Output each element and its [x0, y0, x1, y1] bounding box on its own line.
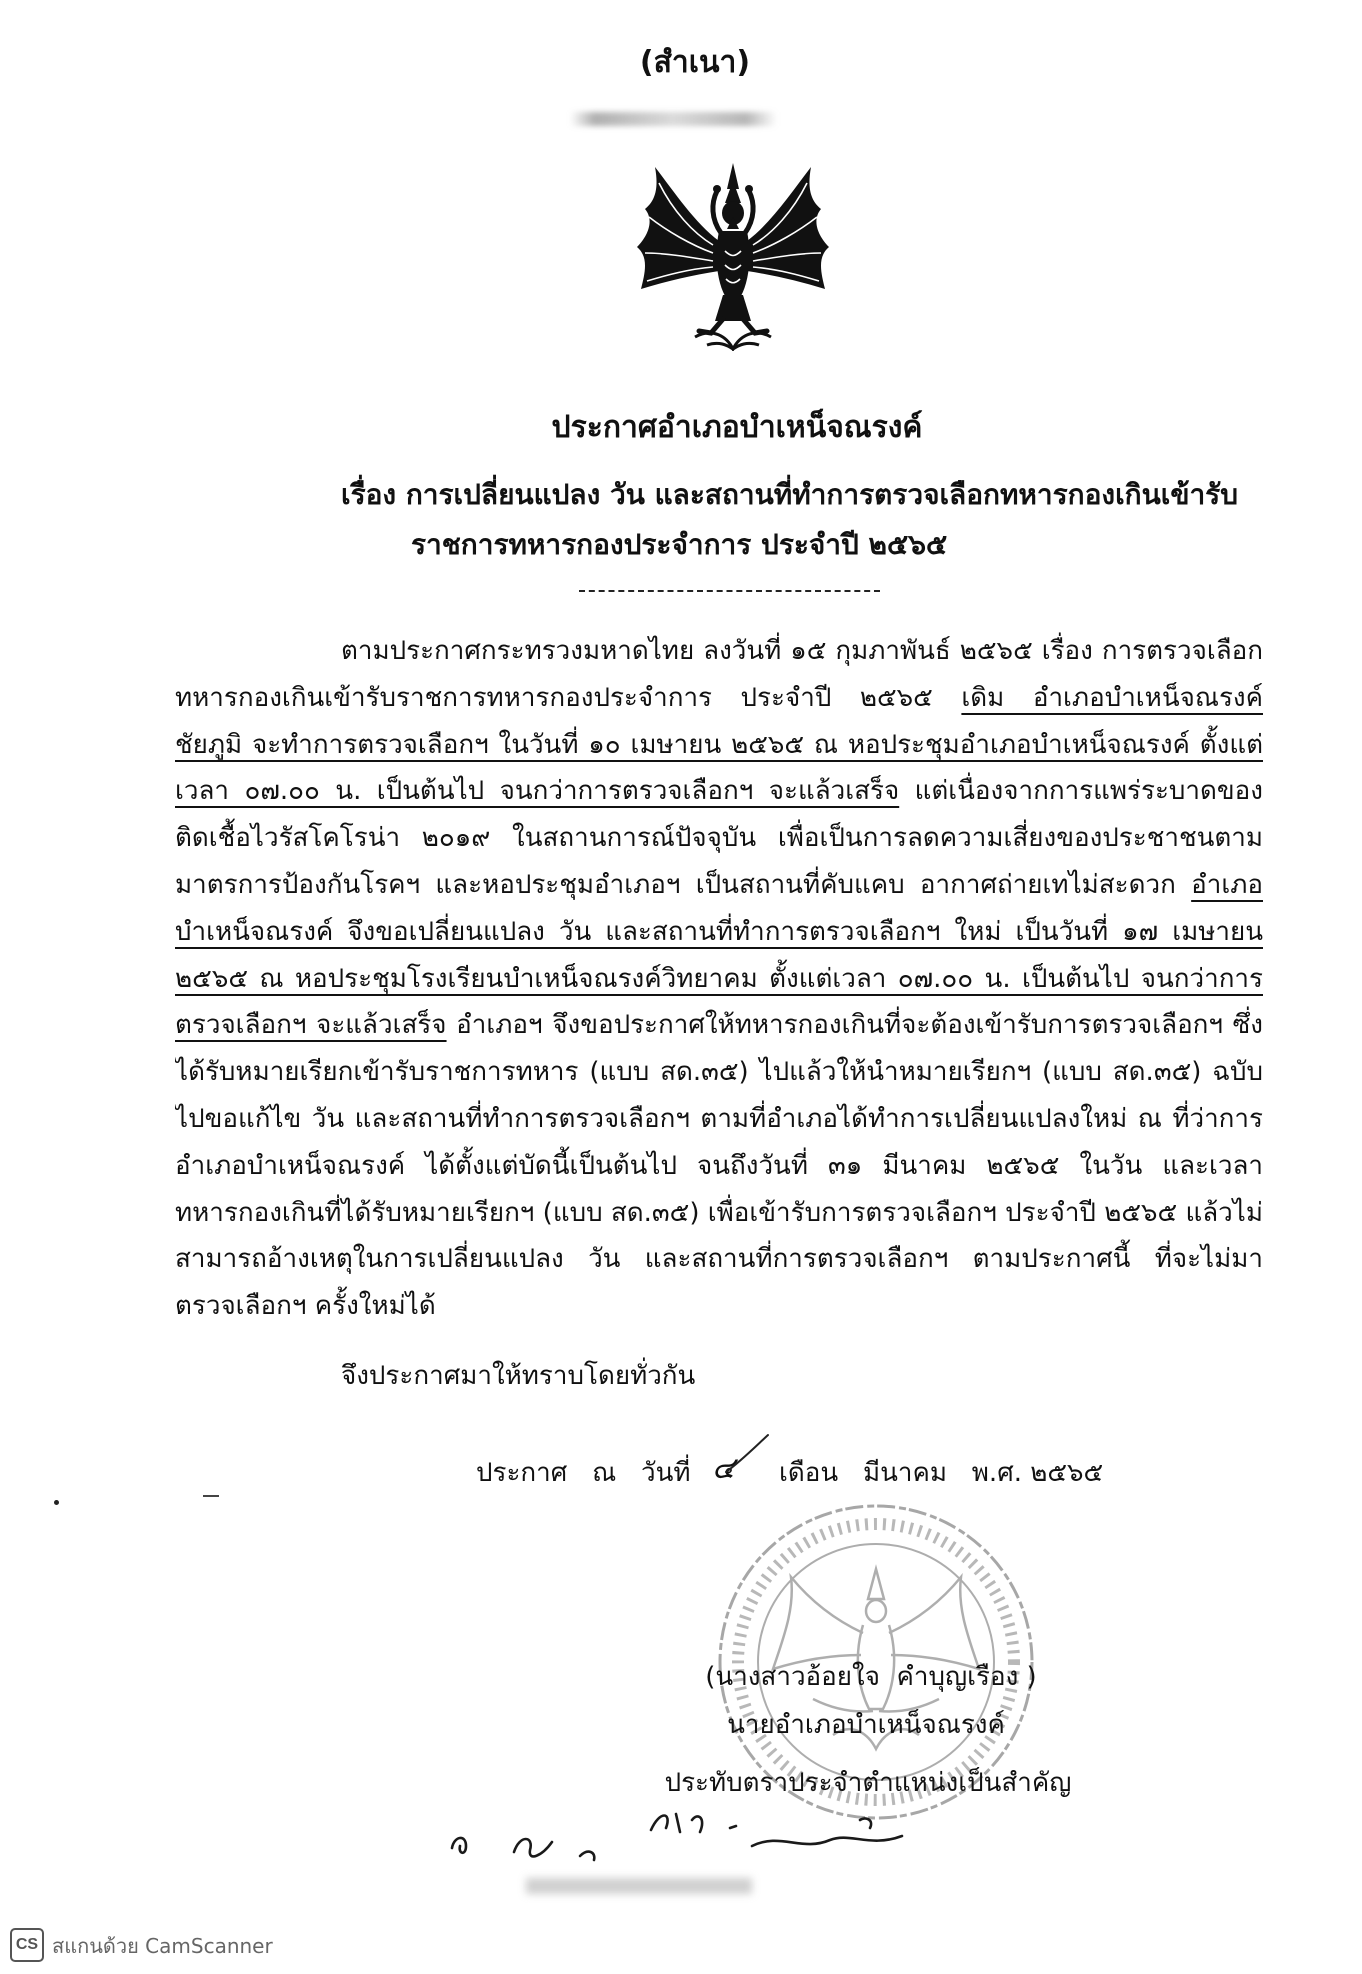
body-line [175, 1002, 1263, 1049]
signatory-position: นายอำเภอบำเหน็จณรงค์ [727, 1710, 1005, 1740]
body-line [175, 1283, 1263, 1330]
subject-line: ราชการทหารกองประจำการ ประจำปี ๒๕๖๕ [411, 528, 948, 561]
body-line [175, 862, 1263, 909]
body-line [175, 815, 1263, 862]
subject-line: เรื่อง การเปลี่ยนแปลง วัน และสถานที่ทำการตรวจเลือกทหารกองเกินเข้ารับ [341, 478, 1238, 511]
body-line [175, 1049, 1263, 1096]
seal-note: ประทับตราประจำตำแหน่งเป็นสำคัญ [664, 1768, 1072, 1798]
underlined-text: เดิม อำเภอบำเหน็จณรงค์ [961, 682, 1263, 713]
underlined-text: ชัยภูมิ จะทำการตรวจเลือกฯ ในวันที่ ๑๐ เมษายน ๒๕๖๕ ณ หอประชุมอำเภอบำเหน็จณรงค์ ตั้งแต่ [175, 729, 1263, 760]
body-text: แต่เนื่องจากการแพร่ระบาดของ [914, 776, 1263, 807]
signatory-name: (นางสาวอ้อยใจ คำบุญเรือง ) [705, 1662, 1037, 1692]
body-text: ได้รับหมายเรียกเข้ารับราชการทหาร (แบบ สด.๓๕) ไปแล้วให้นำหมายเรียกฯ (แบบ สด.๓๕) ฉบับ [175, 1057, 1263, 1088]
body-text: ทหารกองเกินที่ได้รับหมายเรียกฯ (แบบ สด.๓๕) เพื่อเข้ารับการตรวจเลือกฯ ประจำปี ๒๕๖๕ แล้วไม่ [175, 1197, 1263, 1228]
underlined-text: ตรวจเลือกฯ จะแล้วเสร็จ [175, 1010, 447, 1041]
body-line [175, 909, 1263, 956]
body-line [175, 722, 1263, 769]
body-text: ตรวจเลือกฯ ครั้งใหม่ได้ [175, 1291, 436, 1322]
body-line [175, 1096, 1263, 1143]
body-text: ติดเชื้อไวรัสโคโรน่า ๒๐๑๙ ในสถานการณ์ปัจจุบัน เพื่อเป็นการลดความเสี่ยงของประชาชนตาม [175, 823, 1263, 854]
underlined-text: บำเหน็จณรงค์ จึงขอเปลี่ยนแปลง วัน และสถานที่ทำการตรวจเลือกฯ ใหม่ เป็นวันที่ ๑๗ เมษายน [175, 916, 1263, 947]
garuda-emblem-icon [633, 161, 833, 351]
scan-speck [54, 1500, 59, 1505]
date-suffix: เดือน มีนาคม พ.ศ. ๒๕๖๕ [779, 1458, 1104, 1488]
handwritten-signature-icon [430, 1790, 940, 1880]
copy-label: (สำเนา) [639, 45, 751, 80]
body-text: ทหารกองเกินเข้ารับราชการทหารกองประจำการ ประจำปี ๒๕๖๕ [175, 682, 962, 713]
faded-mark [570, 112, 777, 126]
announcement-title: ประกาศอำเภอบำเหน็จณรงค์ [551, 410, 923, 445]
body-line [175, 956, 1263, 1003]
body-text: สามารถอ้างเหตุในการเปลี่ยนแปลง วัน และสถานที่การตรวจเลือกฯ ตามประกาศนี้ ที่จะไม่มา [175, 1244, 1263, 1275]
handwritten-tick-icon [722, 1432, 772, 1476]
body-text: อำเภอฯ จึงขอประกาศให้ทหารกองเกินที่จะต้องเข้ารับการตรวจเลือกฯ ซึ่ง [446, 1010, 1263, 1041]
body-line [175, 628, 1263, 675]
date-prefix: ประกาศ ณ วันที่ [476, 1458, 691, 1488]
underlined-text: อำเภอ [1191, 869, 1263, 900]
body-text: ตามประกาศกระทรวงมหาดไทย ลงวันที่ ๑๕ กุมภาพันธ์ ๒๕๖๕ เรื่อง การตรวจเลือก [341, 636, 1263, 666]
scan-speck [203, 1495, 219, 1497]
faded-mark [526, 1878, 752, 1894]
body-line [175, 675, 1263, 722]
body-text: อำเภอบำเหน็จณรงค์ ได้ตั้งแต่บัดนี้เป็นต้นไป จนถึงวันที่ ๓๑ มีนาคม ๒๕๖๕ ในวัน และเวลา [175, 1150, 1263, 1181]
underlined-text: เวลา ๐๗.๐๐ น. เป็นต้นไป จนกว่าการตรวจเลือกฯ จะแล้วเสร็จ [175, 776, 900, 807]
body-line [175, 1236, 1263, 1283]
body-text: มาตรการป้องกันโรคฯ และหอประชุมอำเภอฯ เป็นสถานที่คับแคบ อากาศถ่ายเทไม่สะดวก [175, 869, 1192, 900]
scanner-label: สแกนด้วย CamScanner [52, 1934, 273, 1958]
underlined-text: ๒๕๖๕ ณ หอประชุมโรงเรียนบำเหน็จณรงค์วิทยาคม ตั้งแต่เวลา ๐๗.๐๐ น. เป็นต้นไป จนกว่าการ [175, 963, 1263, 994]
body-text: ไปขอแก้ไข วัน และสถานที่ทำการตรวจเลือกฯ ตามที่อำเภอได้ทำการเปลี่ยนแปลงใหม่ ณ ที่ว่าการ [175, 1103, 1263, 1134]
date-day: ๔ [712, 1451, 735, 1486]
body-line [175, 1143, 1263, 1190]
camscanner-logo: CS [10, 1928, 44, 1962]
divider [579, 590, 880, 592]
body-line [175, 1190, 1263, 1237]
announcement-body [175, 628, 1263, 1330]
closing-statement: จึงประกาศมาให้ทราบโดยทั่วกัน [341, 1361, 696, 1391]
body-line [175, 768, 1263, 815]
